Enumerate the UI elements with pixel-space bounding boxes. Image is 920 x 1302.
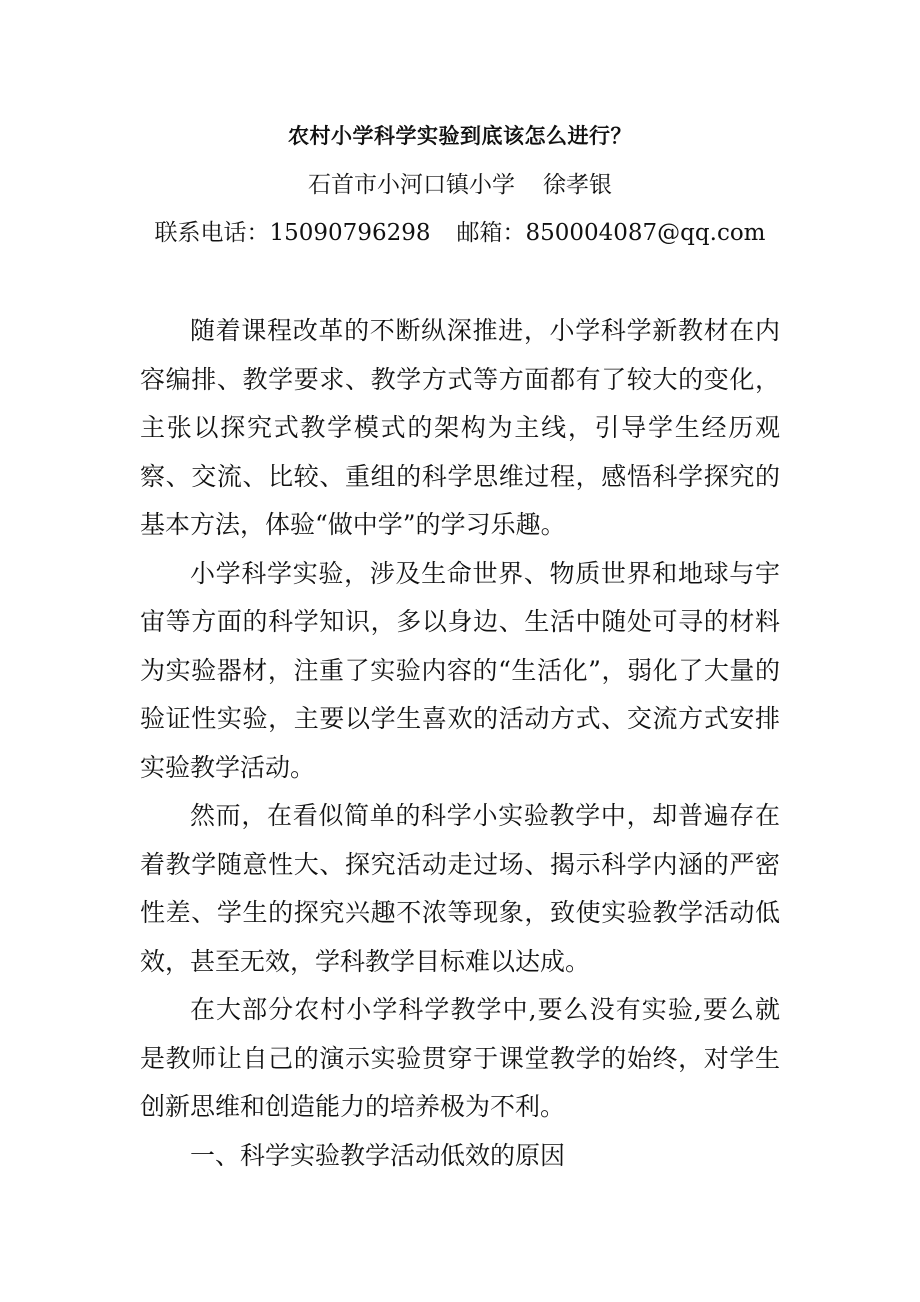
- email-label: 邮箱：: [456, 220, 526, 246]
- author-school: 石首市小河口镇小学: [308, 172, 515, 198]
- author-name: 徐孝银: [543, 172, 612, 198]
- contact-line: [0, 216, 920, 250]
- email-address: 850004087@qq.com: [525, 220, 766, 246]
- paragraph: 在大部分农村小学科学教学中,要么没有实验,要么就是教师让自己的演示实验贯穿于课堂教学的始终，对学生创新思维和创造能力的培养极为不利。: [140, 995, 780, 1121]
- section-heading: 一、科学实验教学活动低效的原因: [190, 1140, 566, 1170]
- paragraph: 随着课程改革的不断纵深推进，小学科学新教材在内容编排、教学要求、教学方式等方面都有了较大的变化，主张以探究式教学模式的架构为主线，引导学生经历观察、交流、比较、重组的科学思维过程，感悟科学探究的基本方法，体验“做中学”的学习乐趣。: [140, 316, 780, 539]
- author-line: [0, 168, 920, 202]
- phone-label: 联系电话：: [154, 220, 270, 246]
- phone-number: 15090796298: [269, 220, 431, 246]
- paragraph: 小学科学实验，涉及生命世界、物质世界和地球与宇宙等方面的科学知识，多以身边、生活中随处可寻的材料为实验器材，注重了实验内容的“生活化”，弱化了大量的验证性实验，主要以学生喜欢的活动方式、交流方式安排实验教学活动。: [140, 558, 780, 782]
- document-title: 农村小学科学实验到底该怎么进行？: [288, 123, 632, 148]
- paragraph: 然而，在看似简单的科学小实验教学中，却普遍存在着教学随意性大、探究活动走过场、揭示科学内涵的严密性差、学生的探究兴趣不浓等现象，致使实验教学活动低效，甚至无效，学科教学目标难以达成。: [140, 801, 780, 976]
- body-text: [140, 307, 780, 1180]
